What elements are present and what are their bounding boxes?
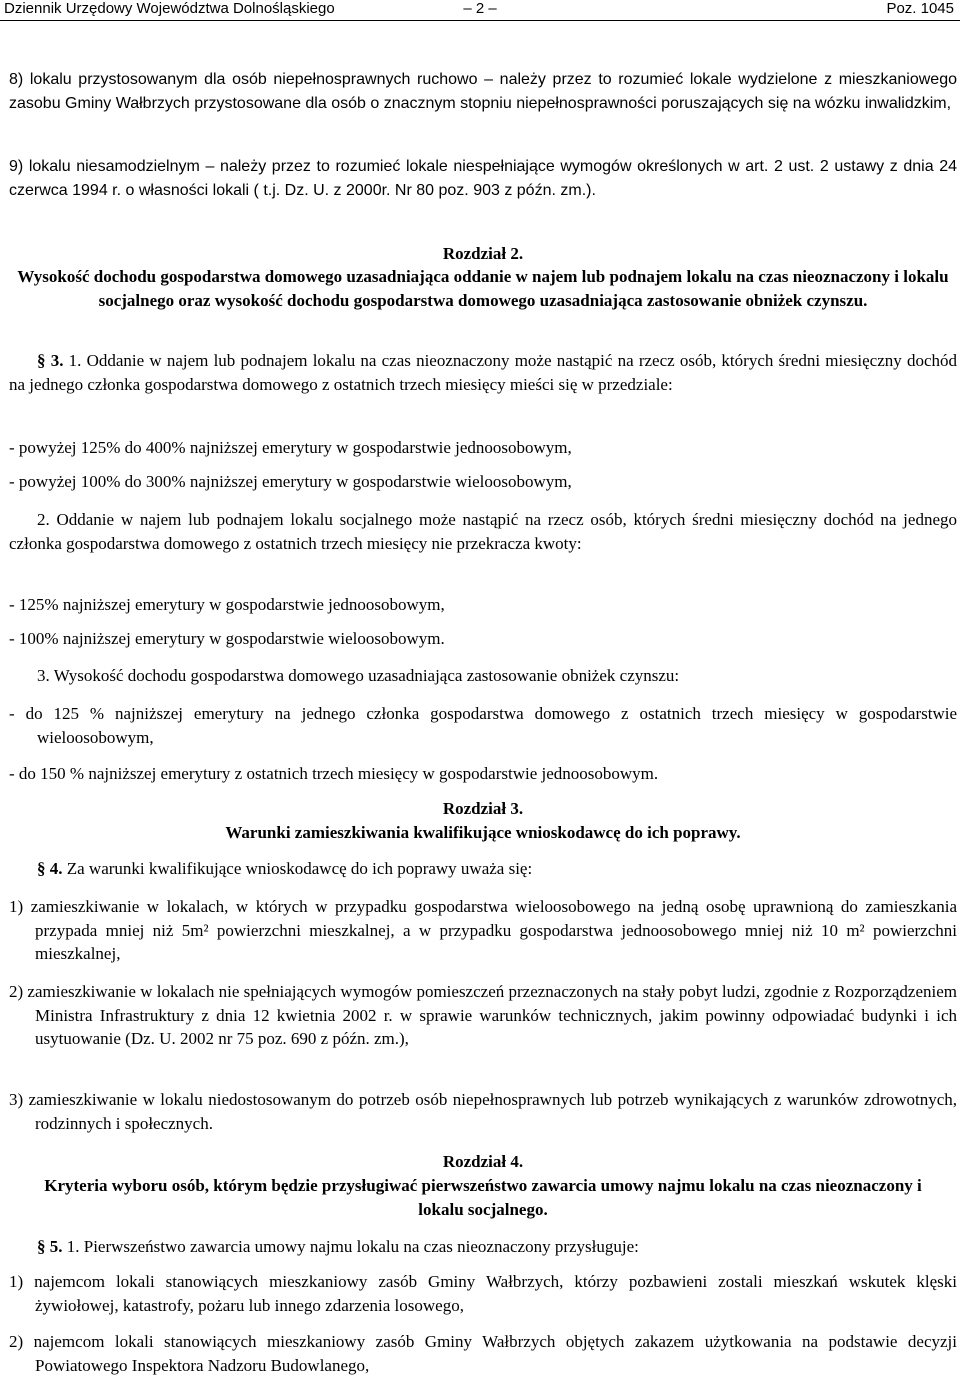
page-number: – 2 – [463,0,497,17]
section-5-intro [9,1235,957,1259]
position-number: Poz. 1045 [886,0,954,17]
section-3-paragraph-1 [9,349,957,396]
chapter-2-title: Wysokość dochodu gospodarstwa domowego uzasadniająca oddanie w najem lub podnajem lokalu na czas nieoznaczony i lokalu socjalnego oraz wysokość dochodu gospodarstwa domowego uzasadniająca zastosowanie obniżek czynszu. [17,267,949,310]
section-4-number: § 4. [37,859,63,878]
chapter-4-label: Rozdział 4. [442,1152,524,1171]
section-4-item-1: 1) zamieszkiwanie w lokalach, w których w przypadku gospodarstwa wieloosobowego na jedną osobę uprawnioną do zamieszkania przypada mniej niż 5m² powierzchni mieszkalnej, a w przypadku gospodarstwa jednoosobowego mniej niż 10 m² powierzchni mieszkalnej, [9,897,957,963]
page-header [0,0,960,22]
section-3-p1-bullet-a: - powyżej 125% do 400% najniższej emerytury w gospodarstwie jednoosobowym, [9,438,572,457]
section-5-number: § 5. [37,1237,63,1256]
chapter-4-title: Kryteria wyboru osób, którym będzie przysługiwać pierwszeństwo zawarcia umowy najmu lokalu na czas nieoznaczony i lokalu socjalnego. [44,1176,922,1219]
section-3-number: § 3. [37,351,64,370]
section-3-p3-bullet-a: - do 125 % najniższej emerytury na jednego członka gospodarstwa domowego z ostatnich trzech miesięcy w gospodarstwie wieloosobowym, [9,704,957,747]
section-3-paragraph-2: 2. Oddanie w najem lub podnajem lokalu socjalnego może nastąpić na rzecz osób, których średni miesięczny dochód na jednego członka gospodarstwa domowego z ostatnich trzech miesięcy nie przekracza kwoty: [9,510,957,553]
chapter-3-title: Warunki zamieszkiwania kwalifikujące wnioskodawcę do ich poprawy. [225,823,741,842]
section-5-item-2: 2) najemcom lokali stanowiących mieszkaniowy zasób Gminy Wałbrzych objętych zakazem użytkowania na podstawie decyzji Powiatowego Inspektora Nadzoru Budowlanego, [9,1332,957,1375]
section-3-p3-bullet-b: - do 150 % najniższej emerytury z ostatnich trzech miesięcy w gospodarstwie jednoosobowym. [9,764,659,783]
definition-item-9: 9) lokalu niesamodzielnym – należy przez to rozumieć lokale niespełniające wymogów określonych w art. 2 ust. 2 ustawy z dnia 24 czerwca 1994 r. o własności lokali ( t.j. Dz. U. z 2000r. Nr 80 poz. 903 z późn. zm.). [9,158,957,199]
section-3-p2-bullet-a: - 125% najniższej emerytury w gospodarstwie jednoosobowym, [9,595,445,614]
chapter-3-label: Rozdział 3. [442,799,524,818]
section-5-intro-text: 1. Pierwszeństwo zawarcia umowy najmu lokalu na czas nieoznaczony przysługuje: [62,1237,639,1256]
chapter-2-label: Rozdział 2. [442,244,524,263]
section-4-item-3: 3) zamieszkiwanie w lokalu niedostosowanym do potrzeb osób niepełnosprawnych lub potrzeb wynikających z warunków zdrowotnych, rodzinnych i społecznych. [9,1090,957,1133]
section-3-p2-bullet-b: - 100% najniższej emerytury w gospodarstwie wieloosobowym. [9,629,445,648]
section-4-intro-text: Za warunki kwalifikujące wnioskodawcę do ich poprawy uważa się: [62,859,533,878]
section-4-intro [9,857,957,881]
header-divider [0,20,960,21]
definition-item-8: 8) lokalu przystosowanym dla osób niepełnosprawnych ruchowo – należy przez to rozumieć lokale wydzielone z mieszkaniowego zasobu Gminy Wałbrzych przystosowane dla osób o znacznym stopniu niepełnosprawności poruszających się na wózku inwalidzkim, [9,71,957,112]
section-3-paragraph-1-text: 1. Oddanie w najem lub podnajem lokalu na czas nieoznaczony może nastąpić na rzecz osób, których średni miesięczny dochód na jednego członka gospodarstwa domowego z ostatnich trzech miesięcy mieści się w przedziale: [9,351,957,394]
section-3-paragraph-3: 3. Wysokość dochodu gospodarstwa domowego uzasadniająca zastosowanie obniżek czynszu: [37,666,680,685]
section-5-item-1: 1) najemcom lokali stanowiących mieszkaniowy zasób Gminy Wałbrzych, którzy pozbawieni zostali mieszkań wskutek klęski żywiołowej, katastrofy, pożaru lub innego zdarzenia losowego, [9,1272,957,1315]
journal-title: Dziennik Urzędowy Województwa Dolnośląskiego [4,0,335,17]
section-3-p1-bullet-b: - powyżej 100% do 300% najniższej emerytury w gospodarstwie wieloosobowym, [9,472,572,491]
section-4-item-2: 2) zamieszkiwanie w lokalach nie spełniających wymogów pomieszczeń przeznaczonych na stały pobyt ludzi, zgodnie z Rozporządzeniem Ministra Infrastruktury z dnia 12 kwietnia 2002 r. w sprawie warunków technicznych, jakim powinny odpowiadać budynki i ich usytuowanie (Dz. U. 2002 nr 75 poz. 690 z późn. zm.), [9,982,957,1048]
